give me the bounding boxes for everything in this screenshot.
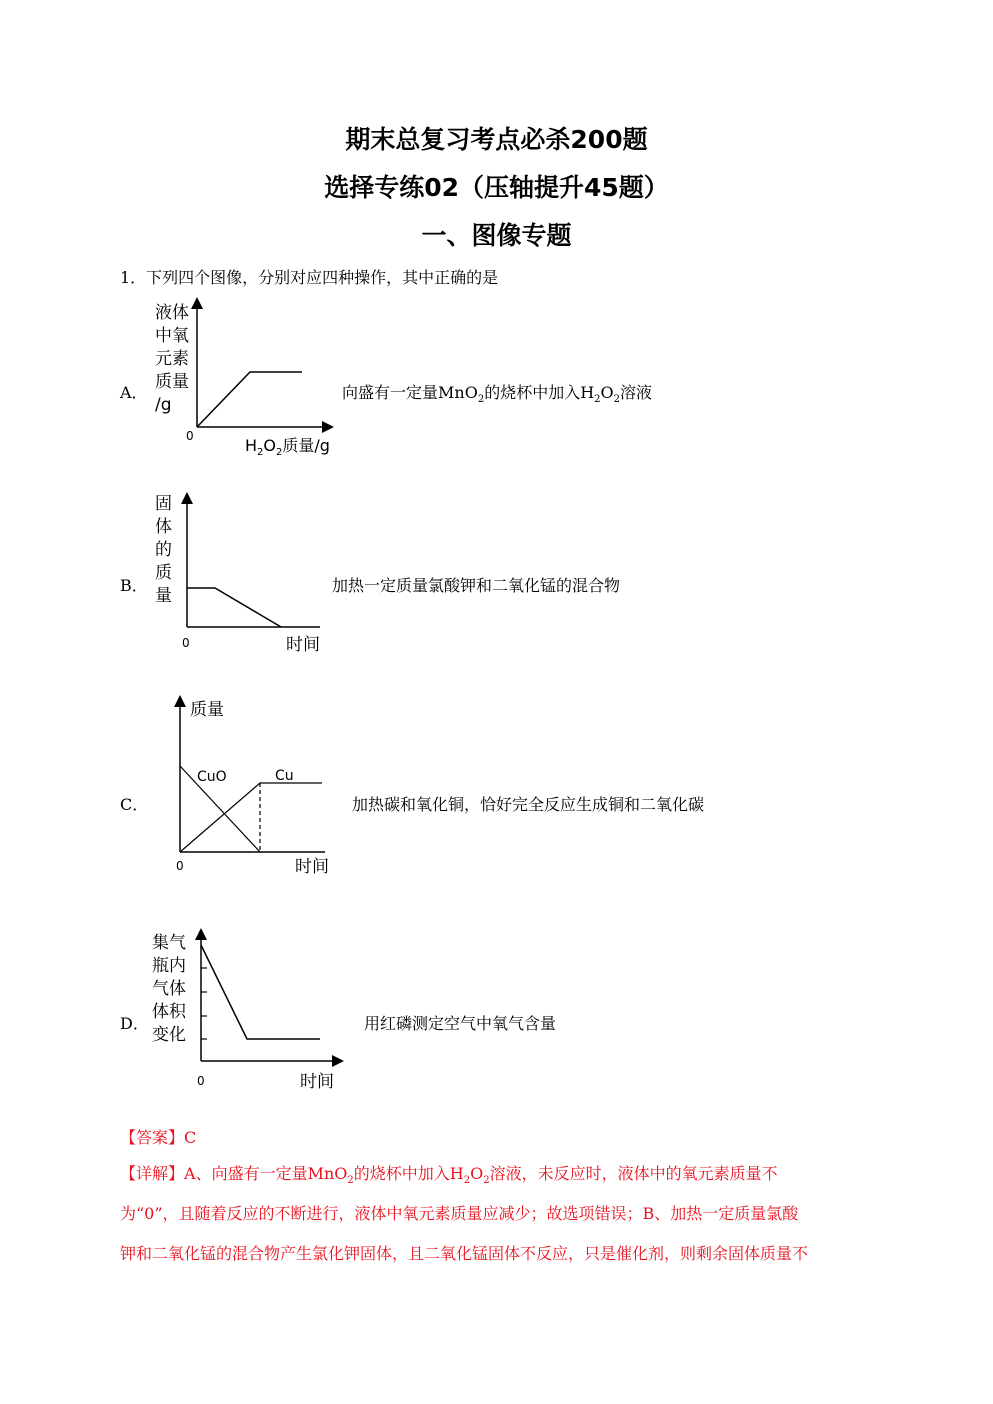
x-label: 时间: [295, 857, 329, 877]
option-d-letter: D．: [120, 1014, 149, 1033]
curve-line: [187, 588, 281, 627]
option-a-ylabel: 液体 中氧 元素 质量 /g: [155, 303, 189, 415]
option-b-desc: 加热一定质量氯酸钾和二氧化锰的混合物: [332, 576, 621, 595]
origin-label: 0: [197, 1074, 205, 1088]
title-main: 期末总复习考点必杀200题: [345, 125, 648, 154]
detail-line-3: 钾和二氧化锰的混合物产生氯化钾固体，且二氧化锰固体不反应，只是催化剂，则剩余固体质量不: [120, 1244, 809, 1263]
option-a-xlabel: $H_2O_2$质量/g: [245, 436, 330, 459]
option-d-graph: [185, 928, 350, 1093]
curve-line: [201, 945, 320, 1039]
option-b-ylabel: 固 体 的 质 量: [155, 494, 172, 606]
section-title: 一、图像专题: [421, 221, 572, 250]
curve-line: [197, 372, 302, 427]
origin-label: 0: [182, 636, 190, 650]
question-stem: 1．下列四个图像，分别对应四种操作，其中正确的是: [120, 268, 499, 287]
option-c-letter: C．: [120, 795, 149, 814]
option-a-desc: 向盛有一定量MnO$_2$的烧杯中加入$H_2O_2$溶液: [342, 383, 653, 406]
option-c-desc: 加热碳和氧化铜，恰好完全反应生成铜和二氧化碳: [352, 795, 705, 814]
cu-label: Cu: [275, 768, 294, 784]
detail-line-2: 为“0”，且随着反应的不断进行，液体中氧元素质量应减少；故选项错误；B、加热一定质量氯酸: [120, 1204, 799, 1223]
title-sub: 选择专练02（压轴提升45题）: [324, 173, 669, 202]
x-label: 时间: [286, 635, 320, 655]
y-label: 质量: [190, 700, 224, 720]
cuo-label: CuO: [197, 769, 227, 785]
option-c-graph: [165, 695, 345, 880]
option-b-letter: B．: [120, 576, 148, 595]
detail-line-1: 【详解】A、向盛有一定量MnO$_2$的烧杯中加入$H_2O_2$溶液，未反应时，液体中的氧元素质量不: [120, 1164, 778, 1187]
option-d-desc: 用红磷测定空气中氧气含量: [364, 1014, 557, 1033]
x-label: 时间: [300, 1072, 334, 1092]
origin-label: 0: [186, 429, 194, 443]
option-d-ylabel: 集气 瓶内 气体 体积 变化: [152, 933, 186, 1045]
option-a-letter: A．: [120, 383, 148, 402]
origin-label: 0: [176, 859, 184, 873]
option-b-graph: [170, 490, 330, 660]
answer-line: 【答案】C: [120, 1128, 197, 1147]
